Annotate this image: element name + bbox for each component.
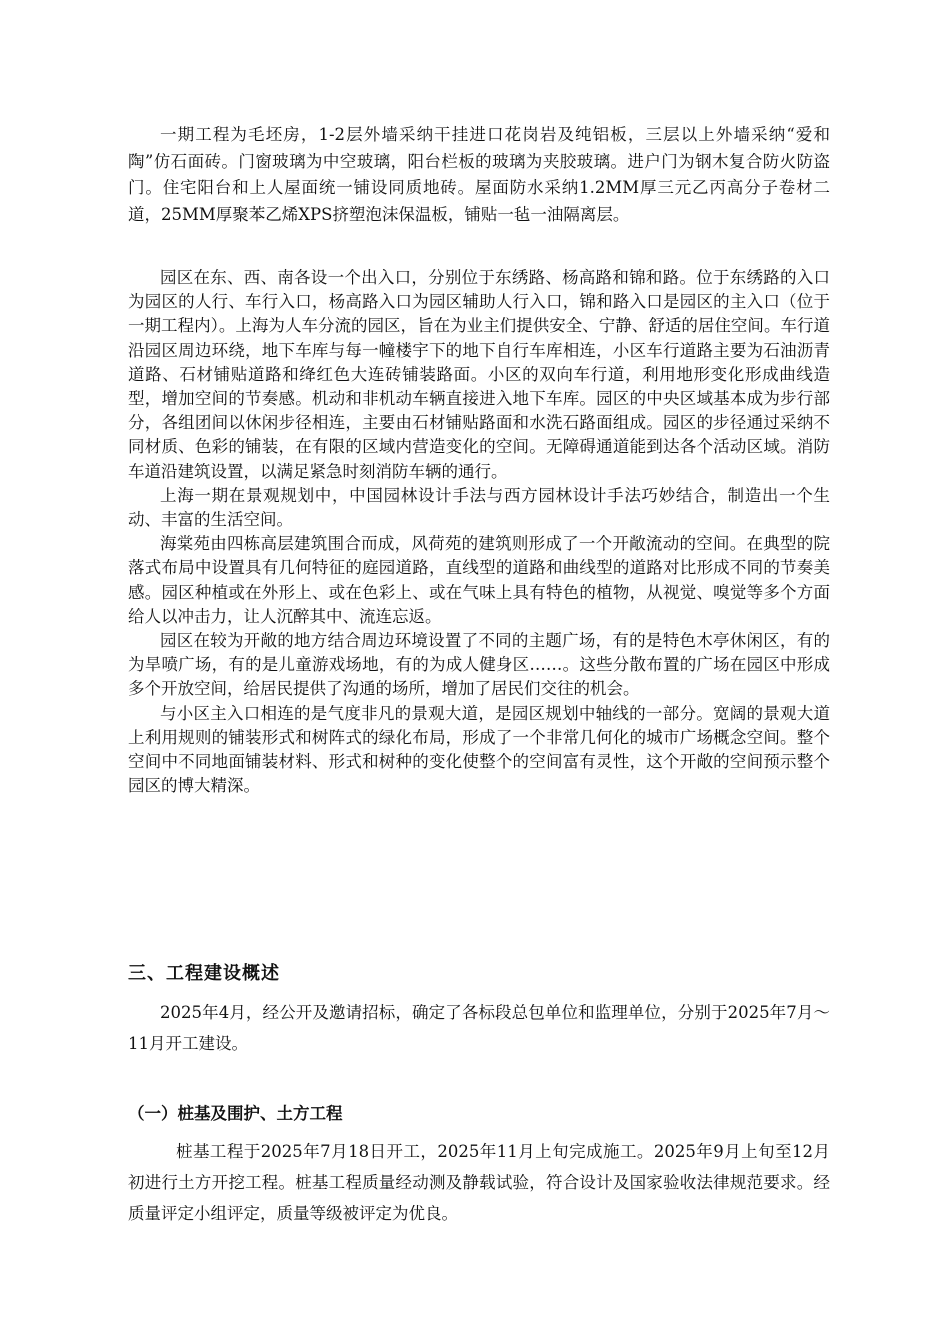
paragraph-garden-design: 上海一期在景观规划中，中国园林设计手法与西方园林设计手法巧妙结合，制造出一个生动、丰富的生活空间。 bbox=[128, 485, 830, 530]
paragraph-materials: 一期工程为毛坯房，1-2层外墙采纳干挂进口花岗岩及纯铝板，三层以上外墙采纳“爱和陶”仿石面砖。门窗玻璃为中空玻璃，阳台栏板的玻璃为夹胶玻璃。进户门为钢木复合防火防盗门。住宅阳台和上人屋面统一铺设同质地砖。屋面防水采纳1.2MM厚三元乙丙高分子卷材二道，25MM厚聚苯乙烯XPS挤塑泡沫保温板，铺贴一毡一油隔离层。 bbox=[128, 125, 830, 224]
paragraph-landscape-avenue: 与小区主入口相连的是气度非凡的景观大道，是园区规划中轴线的一部分。宽阔的景观大道上利用规则的铺装形式和树阵式的绿化布局，形成了一个非常几何化的城市广场概念空间。整个空间中不同地面铺装材料、形式和树种的变化使整个的空间富有灵性，这个开敞的空间预示整个园区的博大精深。 bbox=[128, 703, 830, 796]
paragraph-pile-foundation: 桩基工程于2025年7月18日开工，2025年11月上旬完成施工。2025年9月上旬至12月初进行土方开挖工程。桩基工程质量经动测及静载试验，符合设计及国家验收法律规范要求。经质量评定小组评定，质量等级被评定为优良。 bbox=[128, 1142, 830, 1223]
paragraph-theme-plazas: 园区在较为开敞的地方结合周边环境设置了不同的主题广场，有的是特色木亭休闲区，有的为旱喷广场，有的是儿童游戏场地，有的为成人健身区……。这些分散布置的广场在园区中形成多个开放空间，给居民提供了沟通的场所，增加了居民们交往的机会。 bbox=[128, 631, 830, 699]
paragraph-entrances: 园区在东、西、南各设一个出入口，分别位于东绣路、杨高路和锦和路。位于东绣路的入口为园区的人行、车行入口，杨高路入口为园区辅助人行入口，锦和路入口是园区的主入口（位于一期工程内）。上海为人车分流的园区，旨在为业主们提供安全、宁静、舒适的居住空间。车行道沿园区周边环绕，地下车库与每一幢楼宇下的地下自行车库相连，小区车行道路主要为石油沥青道路、石材铺贴道路和绛红色大连砖铺装路面。小区的双向车行道，利用地形变化形成曲线造型，增加空间的节奏感。机动和非机动车辆直接进入地下车库。园区的中央区域基本成为步行部分，各组团间以休闲步径相连，主要由石材铺贴路面和水洗石路面组成。园区的步径通过采纳不同材质、色彩的铺装，在有限的区域内营造变化的空间。无障碍通道能到达各个活动区域。消防车道沿建筑设置，以满足紧急时刻消防车辆的通行。 bbox=[128, 268, 830, 481]
section-heading-construction-overview: 三、工程建设概述 bbox=[128, 963, 280, 984]
paragraph-tender-schedule: 2025年4月，经公开及邀请招标，确定了各标段总包单位和监理单位，分别于2025年7月～11月开工建设。 bbox=[128, 1003, 830, 1053]
subsection-heading-pile-foundation: （一）桩基及围护、土方工程 bbox=[128, 1104, 343, 1123]
landscape-section bbox=[128, 266, 830, 798]
paragraph-haitang-court: 海棠苑由四栋高层建筑围合而成，风荷苑的建筑则形成了一个开敞流动的空间。在典型的院落式布局中设置具有几何特征的庭园道路，直线型的道路和曲线型的道路对比形成不同的节奏美感。园区种植或在外形上、或在色彩上、或在气味上具有特色的植物，从视觉、嗅觉等多个方面给人以冲击力，让人沉醉其中、流连忘返。 bbox=[128, 534, 830, 626]
